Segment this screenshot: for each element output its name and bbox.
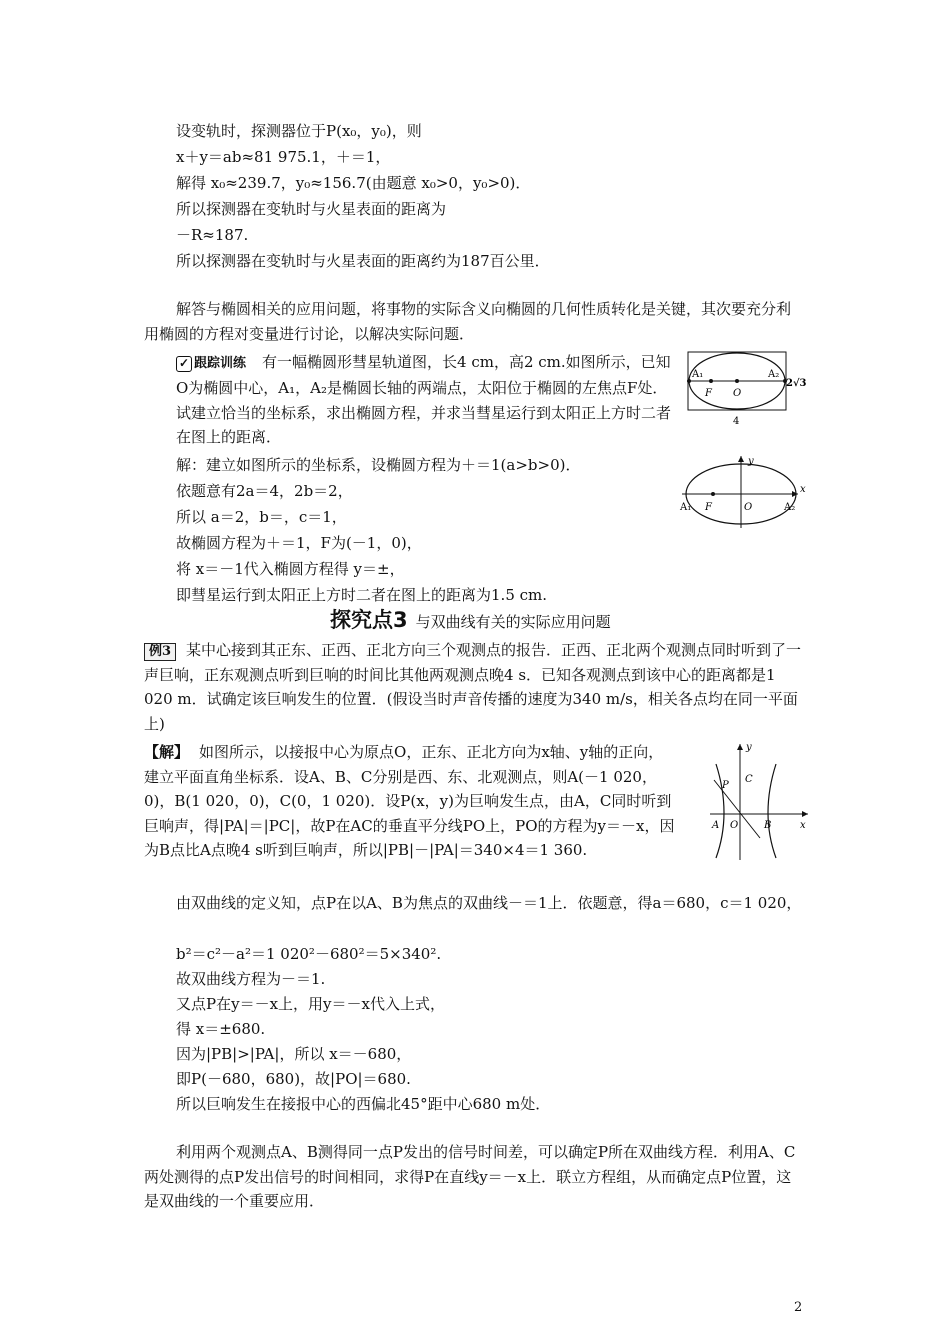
example-text: 某中心接到其正东、正西、正北方向三个观测点的报告．正西、正北两个观测点同时听到了一声巨响，正东观测点听到巨响的时间比其他两观测点晚4 s．已知各观测点到该中心的距离都是1 020 m．试确定该巨响发生的位置．(假设当时声音传播的速度为340 m/s，相关各点均在同一平面上) bbox=[144, 641, 802, 733]
check-icon: ✓ bbox=[176, 356, 192, 372]
fig2-label-f: F bbox=[705, 502, 712, 513]
page-number: 2 bbox=[794, 1300, 803, 1315]
fig2-label-o: O bbox=[744, 502, 753, 513]
section-subtitle: 与双曲线有关的实际应用问题 bbox=[415, 613, 611, 631]
practice-solution-5: 将 x＝－1代入椭圆方程得 y＝±， bbox=[176, 560, 405, 578]
fig3-label-b: B bbox=[764, 820, 772, 831]
section-heading bbox=[330, 604, 611, 634]
solution-line-4: 所以探测器在变轨时与火星表面的距离为 bbox=[176, 200, 447, 218]
fig1-width-label: 4 bbox=[733, 416, 740, 427]
summary-paragraph-1 bbox=[144, 297, 804, 346]
solution-line-5: －R≈187. bbox=[176, 226, 249, 244]
practice-badge-label: 跟踪训练 bbox=[194, 355, 247, 371]
practice-solution-3: 所以 a＝2，b＝，c＝1， bbox=[176, 508, 347, 526]
example-solution-block bbox=[144, 740, 676, 863]
step-line-6: 即P(－680，680)，故|PO|＝680. bbox=[176, 1070, 411, 1088]
fig1-label-f: F bbox=[705, 388, 712, 399]
step-line-3: 又点P在y＝－x上，用y＝－x代入上式， bbox=[176, 995, 445, 1013]
fig2-label-y: y bbox=[748, 456, 754, 467]
section-title: 探究点3 bbox=[330, 608, 408, 632]
fig3-label-c: C bbox=[745, 774, 753, 785]
definition-text: 由双曲线的定义知，点P在以A、B为焦点的双曲线－＝1上．依题意，得a＝680，c＝1 020， bbox=[176, 894, 802, 912]
step-line-5: 因为|PB|>|PA|，所以 x＝－680， bbox=[176, 1045, 412, 1063]
fig1-label-a2: A₂ bbox=[768, 369, 780, 380]
practice-solution-4: 故椭圆方程为＋＝1，F为(－1，0)， bbox=[176, 534, 422, 552]
x-axis-arrow-icon bbox=[792, 491, 798, 497]
practice-badge bbox=[176, 352, 246, 377]
fig1-label-a1: A₁ bbox=[692, 369, 704, 380]
practice-solution-6: 即彗星运行到太阳正上方时二者在图上的距离为1.5 cm. bbox=[176, 586, 548, 604]
summary-text-2: 利用两个观测点A、B测得同一点P发出的信号时间差，可以确定P所在双曲线方程．利用A、C两处测得的点P发出信号的时间相同，求得P在直线y＝－x上．联立方程组，从而确定点P位置，这是双曲线的一个重要应用． bbox=[144, 1143, 796, 1210]
summary-paragraph-2 bbox=[144, 1140, 806, 1214]
step-line-7: 所以巨响发生在接报中心的西偏北45°距中心680 m处． bbox=[176, 1095, 551, 1113]
fig1-height-label: 2√3 bbox=[786, 378, 807, 389]
hyperbola-left-branch bbox=[716, 764, 724, 858]
example-tag: 例3 bbox=[144, 643, 176, 661]
fig3-label-p: P bbox=[722, 780, 729, 791]
ellipse-axes-figure bbox=[678, 452, 808, 532]
solution-text: 如图所示，以接报中心为原点O，正东、正北方向为x轴、y轴的正向，建立平面直角坐标系．设A、B、C分别是西、东、北观测点，则A(－1 020，0)，B(1 020，0)，C(0，1 020)．设P(x，y)为巨响发生点，由A，C同时听到巨响声，得|PA|＝|PC|，故P在AC的垂直平分线PO上，PO的方程为y＝－x，因为B点比A点晚4 s听到巨响声，所以|PB|－|PA|＝340×4＝1 360. bbox=[144, 743, 675, 859]
step-line-2: 故双曲线方程为－＝1. bbox=[176, 970, 326, 988]
step-line-1: b²＝c²－a²＝1 020²－680²＝5×340². bbox=[176, 945, 442, 963]
comet-orbit-figure bbox=[680, 348, 810, 428]
practice-solution-2: 依题意有2a＝4，2b＝2， bbox=[176, 482, 353, 500]
solution-label: 【解】 bbox=[144, 743, 190, 761]
fig2-label-a2: A₂ bbox=[784, 502, 796, 513]
fig1-label-o: O bbox=[733, 388, 742, 399]
fig3-x-arrow-icon bbox=[802, 811, 808, 817]
solution-line-3: 解得 x₀≈239.7，y₀≈156.7(由题意 x₀>0，y₀>0)． bbox=[176, 174, 531, 192]
step-line-4: 得 x＝±680. bbox=[176, 1020, 266, 1038]
practice-block bbox=[176, 350, 676, 450]
y-axis-arrow-icon bbox=[738, 456, 744, 462]
solution-line-6: 所以探测器在变轨时与火星表面的距离约为187百公里． bbox=[176, 252, 550, 270]
fig3-y-arrow-icon bbox=[737, 744, 743, 750]
hyperbola-right-branch bbox=[768, 764, 776, 858]
practice-solution-1: 解：建立如图所示的坐标系，设椭圆方程为＋＝1(a>b>0)． bbox=[176, 456, 581, 474]
solution-line-2: x＋y＝ab≈81 975.1，＋＝1， bbox=[176, 148, 391, 166]
fig3-label-y: y bbox=[746, 742, 752, 753]
fig3-label-a: A bbox=[712, 820, 720, 831]
hyperbola-figure bbox=[708, 740, 812, 864]
practice-text: 有一幅椭圆形彗星轨道图，长4 cm，高2 cm.如图所示，已知O为椭圆中心，A₁，A₂是椭圆长轴的两端点，太阳位于椭圆的左焦点F处．试建立恰当的坐标系，求出椭圆方程，并求当彗星运行到太阳正上方时二者在图上的距离． bbox=[176, 353, 672, 447]
example-block bbox=[144, 638, 806, 736]
fig3-label-x: x bbox=[800, 820, 806, 831]
fig2-label-a1: A₁ bbox=[680, 502, 692, 513]
fig3-label-o: O bbox=[730, 820, 739, 831]
summary-text-1: 解答与椭圆相关的应用问题，将事物的实际含义向椭圆的几何性质转化是关键，其次要充分利用椭圆的方程对变量进行讨论，以解决实际问题． bbox=[144, 300, 792, 343]
solution-line-1: 设变轨时，探测器位于P(x₀，y₀)，则 bbox=[176, 122, 422, 140]
definition-paragraph bbox=[144, 891, 806, 916]
fig2-label-x: x bbox=[800, 484, 806, 495]
